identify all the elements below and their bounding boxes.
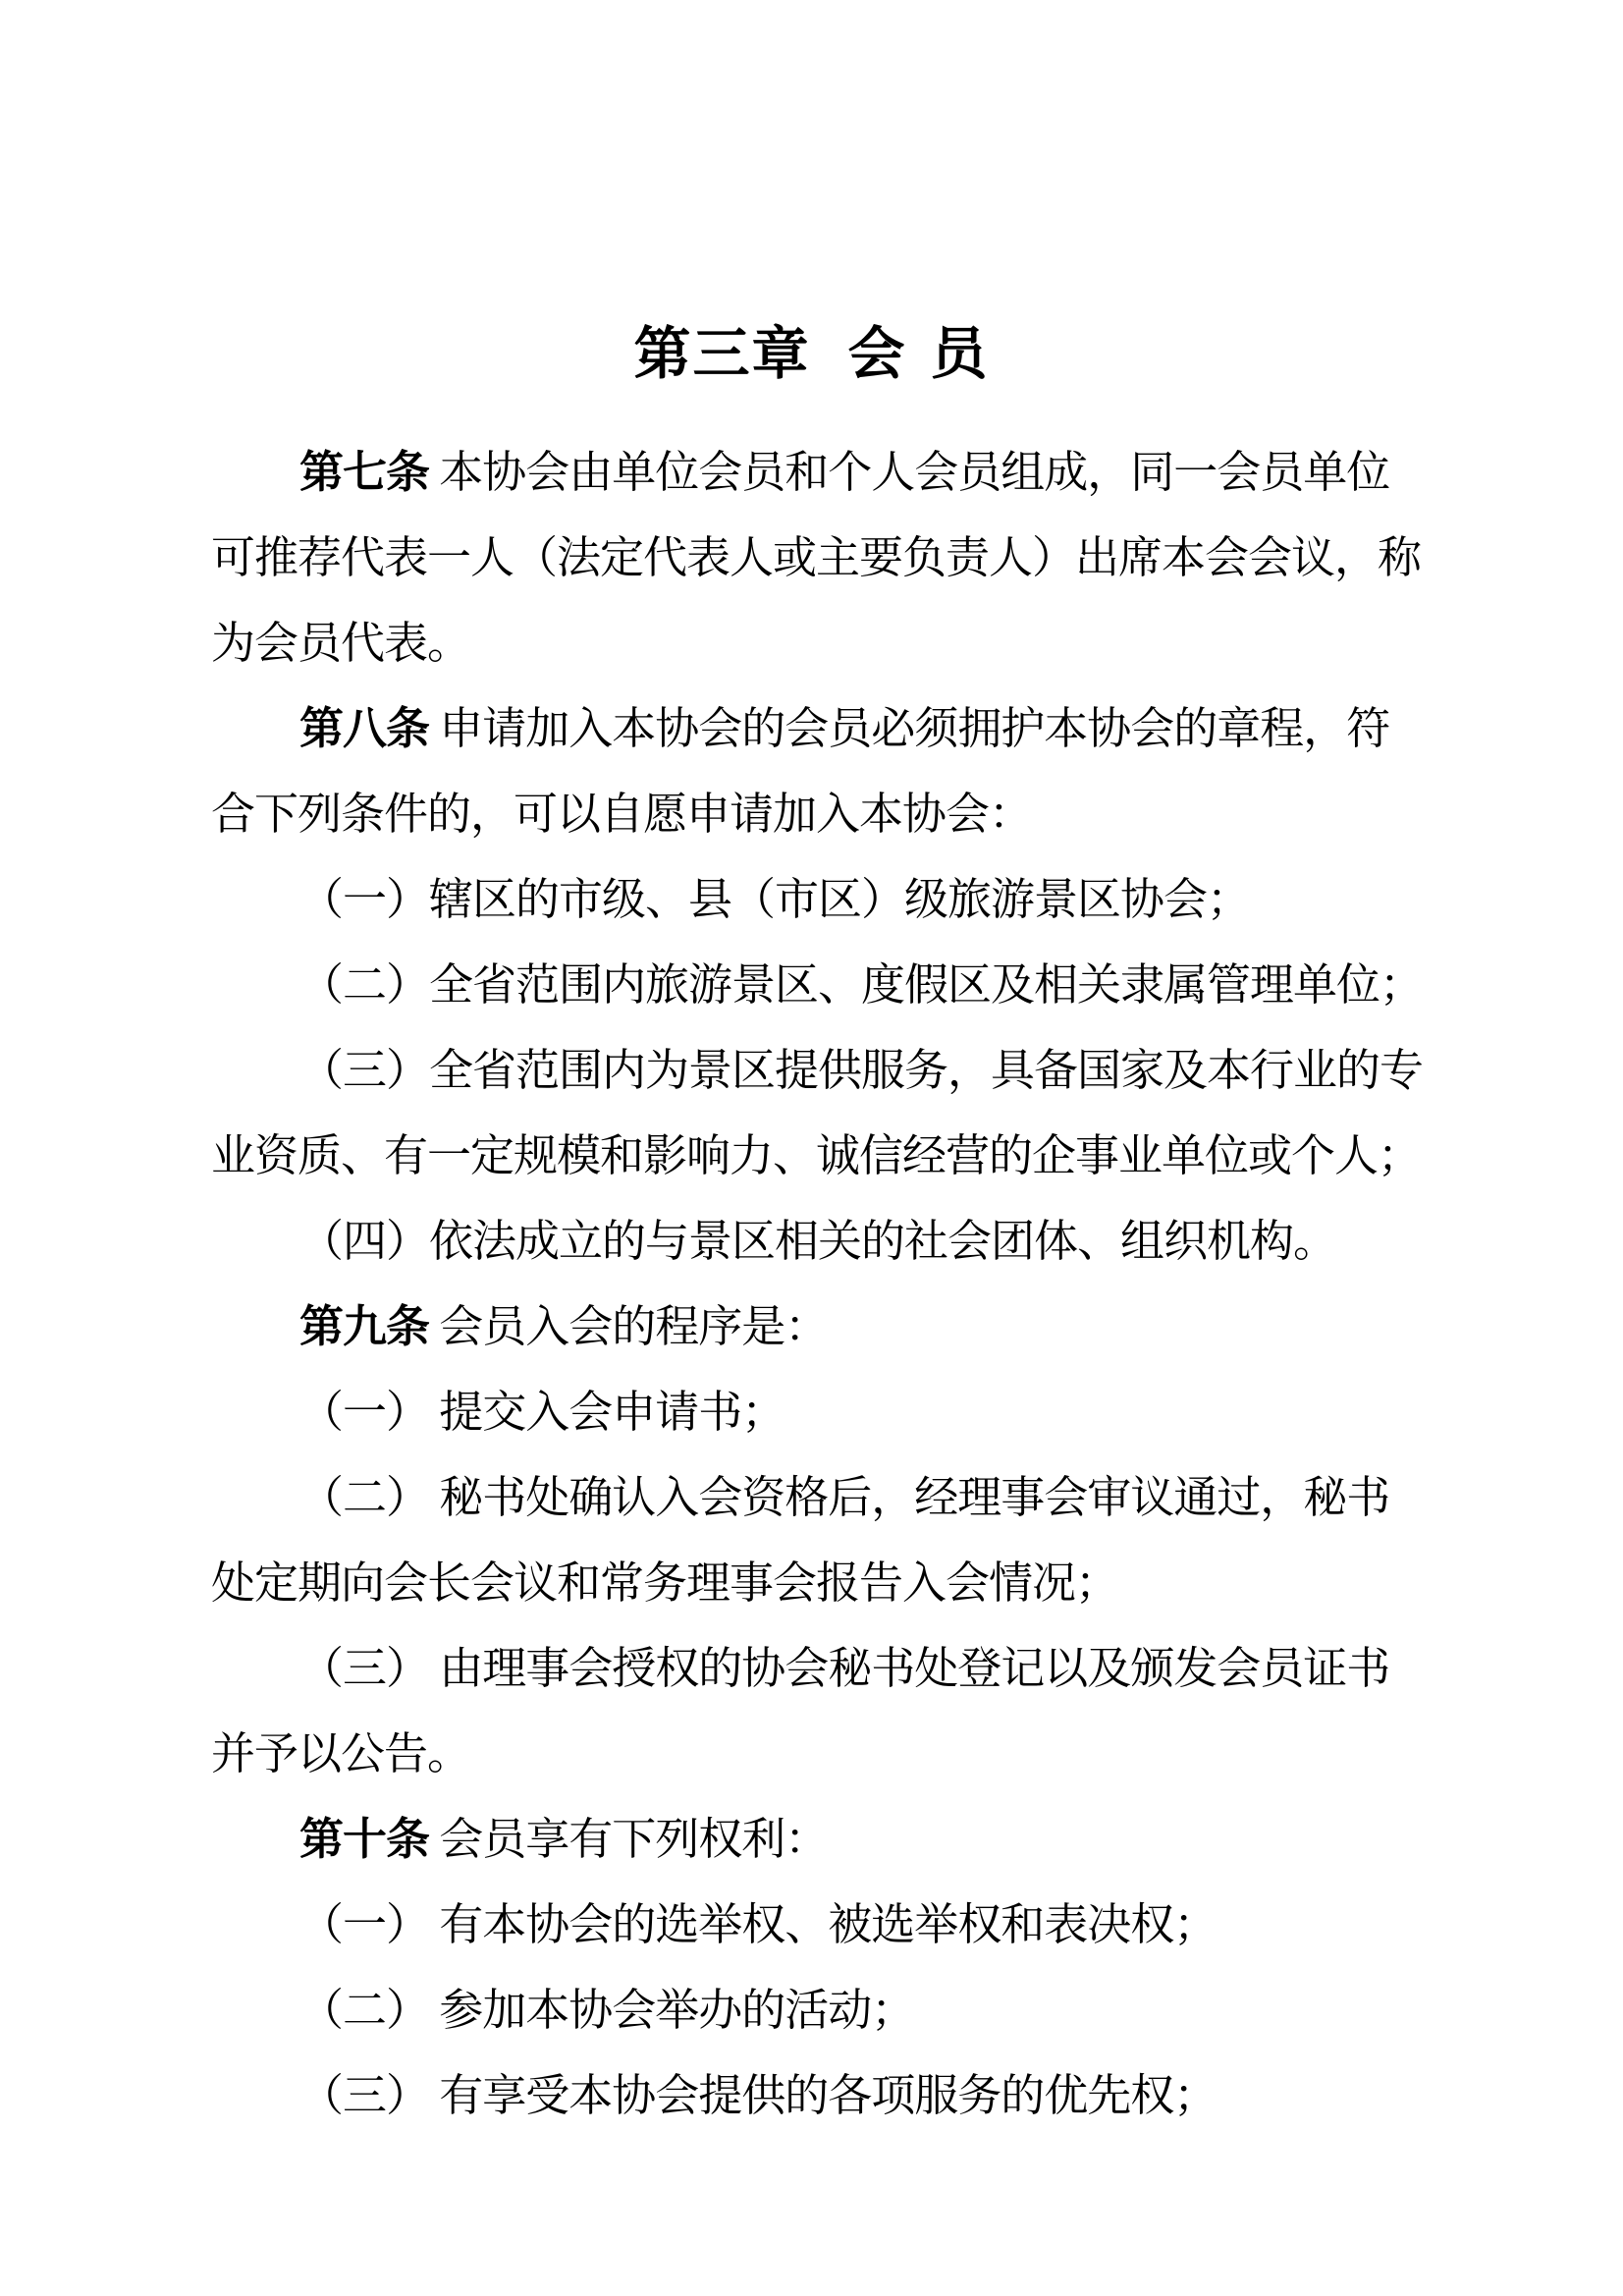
text-line [211,601,1438,686]
line-text: （三） 由理事会授权的协会秘书处登记以及颁发会员证书 [299,1644,1390,1693]
line-text: （四）依法成立的与景区相关的社会团体、组织机构。 [299,1217,1337,1266]
text-line [211,430,1438,516]
text-line [211,1797,1438,1883]
text-line [211,1626,1438,1712]
line-text: （三） 有享受本协会提供的各项服务的优先权； [299,2071,1217,2120]
text-line [211,1883,1438,1968]
article-number: 第八条 [299,704,430,753]
text-line [211,1968,1438,2053]
chapter-title-word-2: 员 [930,322,990,386]
text-line [211,1712,1438,1797]
chapter-title-word-1: 会 [847,322,907,386]
line-text: 业资质、有一定规模和影响力、诚信经营的企事业单位或个人； [211,1131,1422,1180]
line-text: 为会员代表。 [211,619,471,668]
line-text: 会员享有下列权利： [429,1815,829,1864]
text-line [211,1455,1438,1541]
article-number: 第九条 [299,1302,430,1351]
text-line [211,772,1438,857]
text-line [211,1541,1438,1626]
article-number: 第七条 [299,448,430,497]
line-text: （一）辖区的市级、县（市区）级旅游景区协会； [299,875,1251,924]
line-text: （二） 秘书处确认入会资格后，经理事会审议通过，秘书 [299,1473,1390,1522]
line-text: 会员入会的程序是： [429,1302,829,1351]
line-text: 可推荐代表一人（法定代表人或主要负责人）出席本会会议，称 [211,533,1422,582]
line-text: （三）全省范围内为景区提供服务，具备国家及本行业的专 [299,1046,1424,1095]
article-number: 第十条 [299,1815,430,1864]
text-line [211,686,1438,772]
document-body [211,430,1438,2139]
text-line [211,1285,1438,1370]
line-text: （二）全省范围内旅游景区、度假区及相关隶属管理单位； [299,960,1424,1010]
line-text: 合下列条件的，可以自愿申请加入本协会： [211,790,1033,839]
line-text: 并予以公告。 [211,1729,471,1778]
text-line [211,1114,1438,1199]
line-text: （二） 参加本协会举办的活动； [299,1986,915,2035]
text-line [211,857,1438,943]
text-line [211,943,1438,1028]
text-line [211,1199,1438,1285]
text-line [211,516,1438,601]
line-text: （一） 有本协会的选举权、被选举权和表决权； [299,1900,1217,1949]
text-line [211,1028,1438,1114]
line-text: （一） 提交入会申请书； [299,1388,785,1437]
chapter-number: 第三章 [633,322,811,386]
line-text: 本协会由单位会员和个人会员组成，同一会员单位 [429,448,1390,497]
text-line [211,1370,1438,1455]
chapter-title [0,324,1623,385]
line-text: 申请加入本协会的会员必须拥护本协会的章程，符 [429,704,1390,753]
line-text: 处定期向会长会议和常务理事会报告入会情况； [211,1558,1119,1608]
text-line [211,2053,1438,2139]
